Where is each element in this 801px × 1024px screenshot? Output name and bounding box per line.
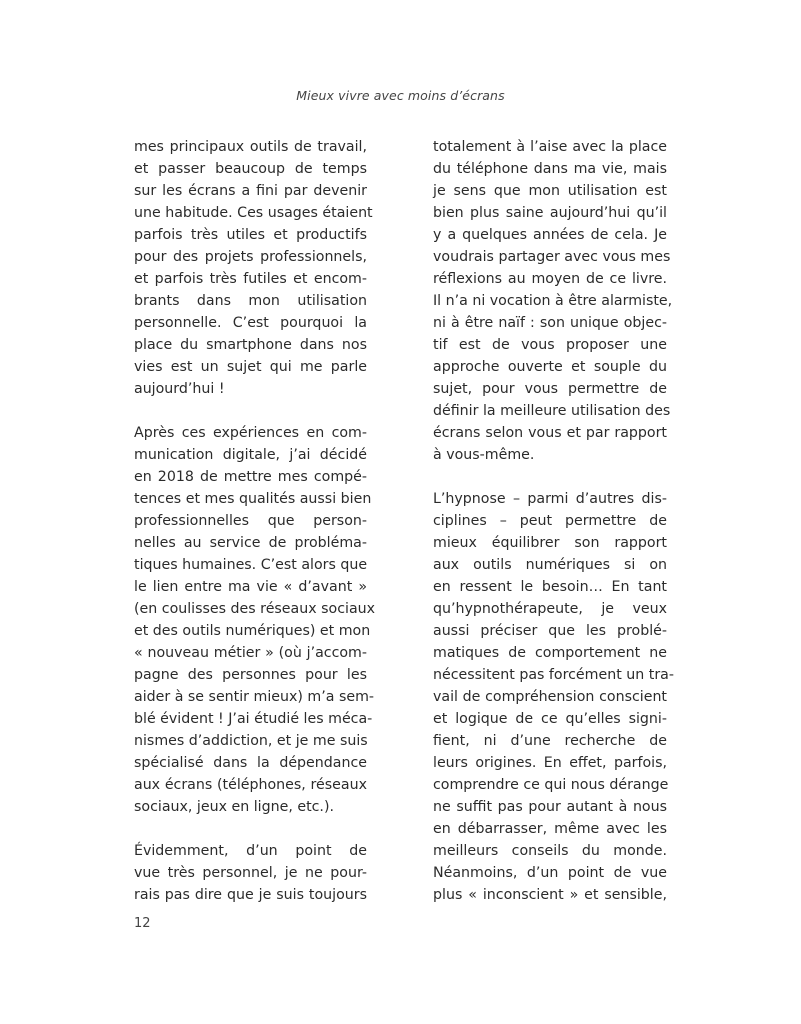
text-line: en ressent le besoin… En tant [433,579,667,595]
paragraph-gap [134,400,367,422]
text-line: blé évident ! J’ai étudié les méca- [134,711,373,727]
text-line: le lien entre ma vie « d’avant » [134,579,367,595]
text-line: parfois très utiles et productifs [134,227,367,243]
text-line: aujourd’hui ! [134,381,225,397]
text-line: sujet, pour vous permettre de [433,381,667,397]
text-line: réflexions au moyen de ce livre. [433,271,667,287]
text-line: rais pas dire que je suis toujours [134,887,367,903]
text-line: sociaux, jeux en ligne, etc.). [134,799,334,815]
text-line: vue très personnel, je ne pour- [134,865,367,881]
text-line: tences et mes qualités aussi bien [134,491,372,507]
text-line: totalement à l’aise avec la place [433,139,667,155]
running-head: Mieux vivre avec moins d’écrans [296,88,505,103]
text-line: vail de compréhension conscient [433,689,667,705]
text-line: Après ces expériences en com- [134,425,367,441]
text-line: Il n’a ni vocation à être alarmiste, [433,293,673,309]
text-line: définir la meilleure utilisation des [433,403,671,419]
text-line: en 2018 de mettre mes compé- [134,469,367,485]
text-line: à vous-même. [433,447,535,463]
text-line: leurs origines. En effet, parfois, [433,755,667,771]
text-line: aux outils numériques si on [433,557,667,573]
page-number: 12 [134,916,151,931]
paragraph [134,840,367,906]
text-line: place du smartphone dans nos [134,337,367,353]
text-line: Évidemment, d’un point de [134,843,367,859]
paragraph-gap [134,818,367,840]
text-line: y a quelques années de cela. Je [433,227,667,243]
paragraph-gap [433,466,667,488]
text-line: ne suffit pas pour autant à nous [433,799,667,815]
text-line: vies est un sujet qui me parle [134,359,367,375]
text-line: et parfois très futiles et encom- [134,271,367,287]
text-line: spécialisé dans la dépendance [134,755,367,771]
text-line: nismes d’addiction, et je me suis [134,733,368,749]
text-line: et passer beaucoup de temps [134,161,367,177]
text-line: professionnelles que person- [134,513,367,529]
text-line: écrans selon vous et par rapport [433,425,667,441]
text-line: meilleurs conseils du monde. [433,843,667,859]
text-line: bien plus saine aujourd’hui qu’il [433,205,667,221]
text-line: personnelle. C’est pourquoi la [134,315,367,331]
paragraph [433,136,673,466]
text-line: je sens que mon utilisation est [433,183,667,199]
text-line: matiques de comportement ne [433,645,667,661]
text-line: aider à se sentir mieux) m’a sem- [134,689,375,705]
left-column [134,136,376,906]
text-line: plus « inconscient » et sensible, [433,887,667,903]
text-line: sur les écrans a fini par devenir [134,183,367,199]
text-line: voudrais partager avec vous mes [433,249,671,265]
text-line: pour des projets professionnels, [134,249,367,265]
text-line: tif est de vous proposer une [433,337,667,353]
text-line: L’hypnose – parmi d’autres dis- [433,491,667,507]
text-line: une habitude. Ces usages étaient [134,205,373,221]
text-line: et logique de ce qu’elles signi- [433,711,667,727]
text-line: (en coulisses des réseaux sociaux [134,601,376,617]
text-line: brants dans mon utilisation [134,293,367,309]
text-line: nécessitent pas forcément un tra- [433,667,674,683]
text-line: comprendre ce qui nous dérange [433,777,669,793]
text-line: aussi préciser que les problé- [433,623,667,639]
text-line: et des outils numériques) et mon [134,623,371,639]
text-line: fient, ni d’une recherche de [433,733,667,749]
right-column [433,136,674,906]
text-line: munication digitale, j’ai décidé [134,447,367,463]
text-line: tiques humaines. C’est alors que [134,557,368,573]
text-line: qu’hypnothérapeute, je veux [433,601,667,617]
text-line: ciplines – peut permettre de [433,513,667,529]
text-line: approche ouverte et souple du [433,359,667,375]
text-line: du téléphone dans ma vie, mais [433,161,667,177]
text-line: mes principaux outils de travail, [134,139,367,155]
paragraph [134,422,376,818]
text-line: Néanmoins, d’un point de vue [433,865,667,881]
text-line: ni à être naïf : son unique objec- [433,315,667,331]
text-line: en débarrasser, même avec les [433,821,667,837]
text-line: pagne des personnes pour les [134,667,367,683]
text-line: mieux équilibrer son rapport [433,535,667,551]
paragraph [134,136,373,400]
text-line: aux écrans (téléphones, réseaux [134,777,367,793]
text-line: nelles au service de probléma- [134,535,367,551]
text-line: « nouveau métier » (où j’accom- [134,645,367,661]
paragraph [433,488,674,906]
